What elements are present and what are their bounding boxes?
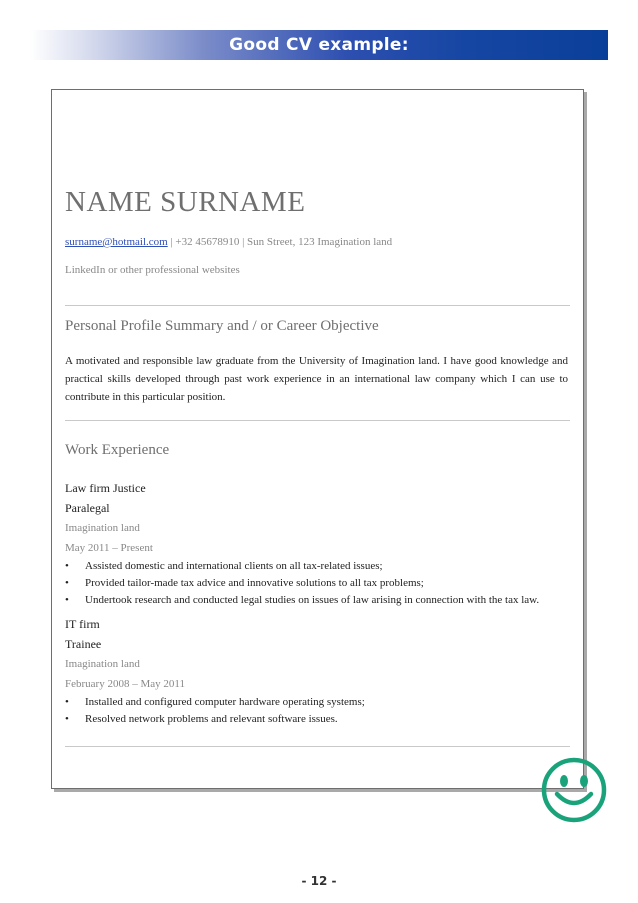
job-dates: February 2008 – May 2011 [65, 678, 185, 690]
divider [65, 746, 570, 747]
profile-text: A motivated and responsible law graduate from the University of Imagination land. I have good knowledge and practical skills developed through past work experience in an international law company which I can use to contribute in this particular position. [65, 355, 568, 403]
job-role: Paralegal [65, 501, 110, 515]
email-link[interactable]: surname@hotmail.com [65, 236, 168, 248]
job-role: Trainee [65, 637, 102, 651]
cv-document [51, 89, 584, 789]
bullet-item: • Installed and configured computer hardware operating systems; [65, 694, 570, 711]
job-employer: Law firm Justice [65, 481, 146, 495]
job-location: Imagination land [65, 522, 140, 534]
contact-details: | +32 45678910 | Sun Street, 123 Imagination land [167, 236, 393, 248]
job-employer: IT firm [65, 617, 100, 631]
bullet-icon: • [65, 713, 69, 725]
job-bullets [65, 558, 570, 609]
bullet-item: • Assisted domestic and international clients on all tax-related issues; [65, 558, 570, 575]
smiley-face-icon [540, 756, 608, 824]
divider [65, 420, 570, 421]
linkedin-line: LinkedIn or other professional websites [65, 264, 240, 276]
title-banner [30, 30, 608, 60]
bullet-item: • Provided tailor-made tax advice and innovative solutions to all tax problems; [65, 575, 570, 592]
profile-section-title: Personal Profile Summary and / or Career Objective [65, 318, 379, 334]
divider [65, 305, 570, 306]
bullet-icon: • [65, 577, 69, 589]
contact-line [65, 236, 392, 248]
bullet-icon: • [65, 696, 69, 708]
bullet-icon: • [65, 594, 69, 606]
work-section-title: Work Experience [65, 442, 170, 458]
banner-title: Good CV example: [229, 35, 409, 55]
job-dates: May 2011 – Present [65, 542, 153, 554]
job-location: Imagination land [65, 658, 140, 670]
bullet-item: • Resolved network problems and relevant software issues. [65, 711, 570, 728]
cv-name: NAME SURNAME [65, 186, 306, 218]
bullet-item: • Undertook research and conducted legal studies on issues of law arising in connection with the tax law. [65, 592, 570, 609]
job-entry [65, 614, 570, 728]
bullet-icon: • [65, 560, 69, 572]
job-bullets [65, 694, 570, 728]
page-number: - 12 - [301, 874, 337, 888]
job-entry [65, 478, 570, 609]
